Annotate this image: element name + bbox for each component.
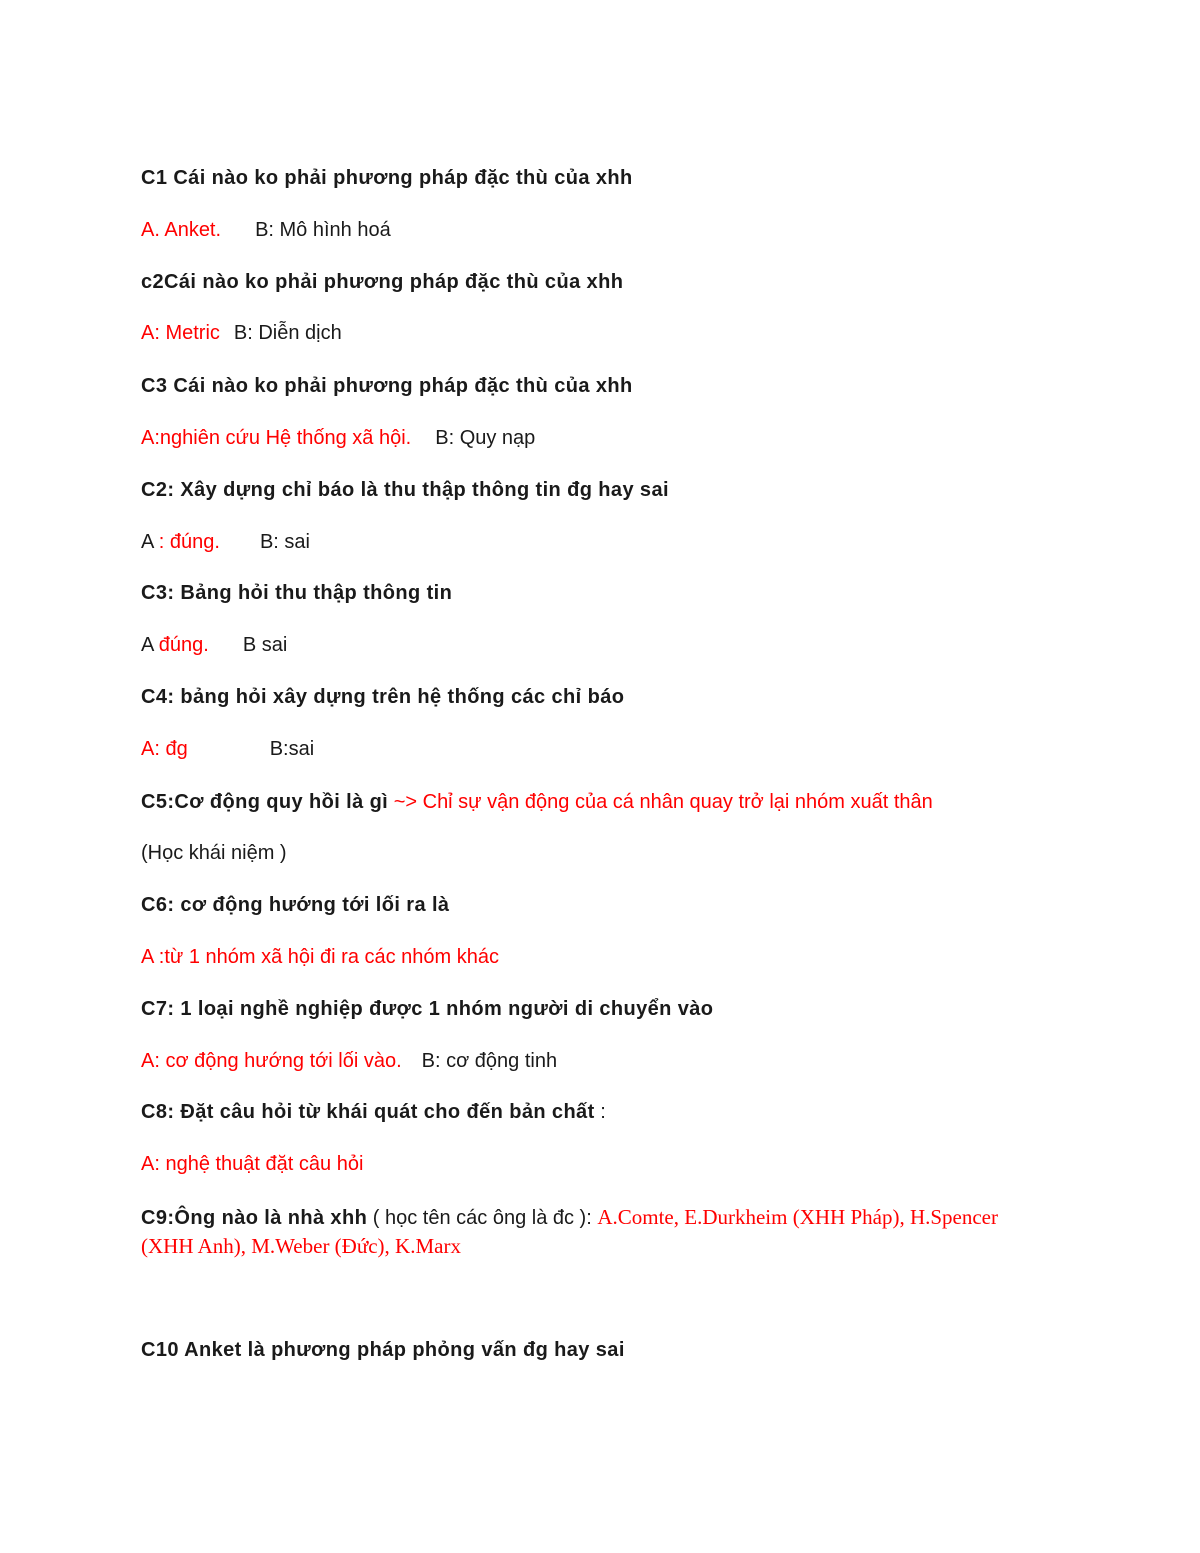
question-12: C10 Anket là phương pháp phỏng vấn đg hay sai: [141, 1339, 625, 1361]
question-5: C3: Bảng hỏi thu thập thông tin: [141, 582, 453, 604]
answer-row-1: [141, 217, 1051, 243]
answer-row-5: [141, 632, 1051, 658]
answer-row-6: [141, 736, 1051, 762]
answer-a-1: A. Anket.: [141, 219, 222, 241]
answer-row-7: [141, 789, 1051, 815]
answer-a-10: A: nghệ thuật đặt câu hỏi: [141, 1153, 364, 1175]
answer-row-2: [141, 320, 1051, 346]
question-7: C5:Cơ động quy hồi là gì: [141, 791, 389, 813]
answer-row-4: [141, 529, 1051, 555]
question-6: C4: bảng hỏi xây dựng trên hệ thống các chỉ báo: [141, 686, 625, 708]
answer-b-2: B: Diễn dịch: [233, 322, 342, 344]
answer-a-5: đúng.: [158, 634, 209, 656]
question-4: C2: Xây dựng chỉ báo là thu thập thông tin đg hay sai: [141, 479, 669, 501]
answer-a-prefix-5: A: [141, 634, 159, 656]
answer-a-2: A: Metric: [141, 322, 220, 344]
answer-row-3: [141, 425, 1051, 451]
question-row-11: [141, 1203, 1051, 1261]
answer-a-6: A: đg: [141, 738, 188, 760]
question-tail-10: :: [594, 1101, 606, 1123]
answer-a-prefix-4: A: [141, 531, 159, 553]
answer-b-5: B sai: [242, 634, 288, 656]
question-11: C9:Ông nào là nhà xhh: [141, 1207, 368, 1229]
question-1: C1 Cái nào ko phải phương pháp đặc thù của xhh: [141, 167, 633, 189]
answer-a-3: A:nghiên cứu Hệ thống xã hội.: [141, 427, 412, 449]
note-11: ( học tên các ông là đc ):: [367, 1207, 598, 1229]
answer-b-4: B: sai: [259, 531, 310, 553]
answer-a-8: A :từ 1 nhóm xã hội đi ra các nhóm khác: [141, 946, 500, 968]
answer-b-6: B:sai: [269, 738, 315, 760]
answer-b-3: B: Quy nạp: [435, 427, 536, 449]
question-row-10: [141, 1099, 1051, 1125]
question-3: C3 Cái nào ko phải phương pháp đặc thù của xhh: [141, 375, 633, 397]
note-7: (Học khái niệm ): [141, 842, 287, 864]
question-8: C6: cơ động hướng tới lối ra là: [141, 894, 450, 916]
question-10: C8: Đặt câu hỏi từ khái quát cho đến bản chất: [141, 1101, 595, 1123]
answer-a-4: : đúng.: [158, 531, 220, 553]
answer-b-9: B: cơ động tinh: [421, 1050, 558, 1072]
answer-11: A.Comte, E.Durkheim (XHH Pháp), H.Spencer (XHH Anh), M.Weber (Đức), K.Marx: [141, 1205, 998, 1258]
answer-7: ~> Chỉ sự vận động của cá nhân quay trở lại nhóm xuất thân: [393, 791, 933, 813]
question-2: c2Cái nào ko phải phương pháp đặc thù của xhh: [141, 271, 624, 293]
answer-row-9: [141, 1048, 1051, 1074]
answer-a-9: A: cơ động hướng tới lối vào.: [141, 1050, 402, 1072]
question-9: C7: 1 loại nghề nghiệp được 1 nhóm người di chuyển vào: [141, 998, 714, 1020]
answer-b-1: B: Mô hình hoá: [255, 219, 391, 241]
